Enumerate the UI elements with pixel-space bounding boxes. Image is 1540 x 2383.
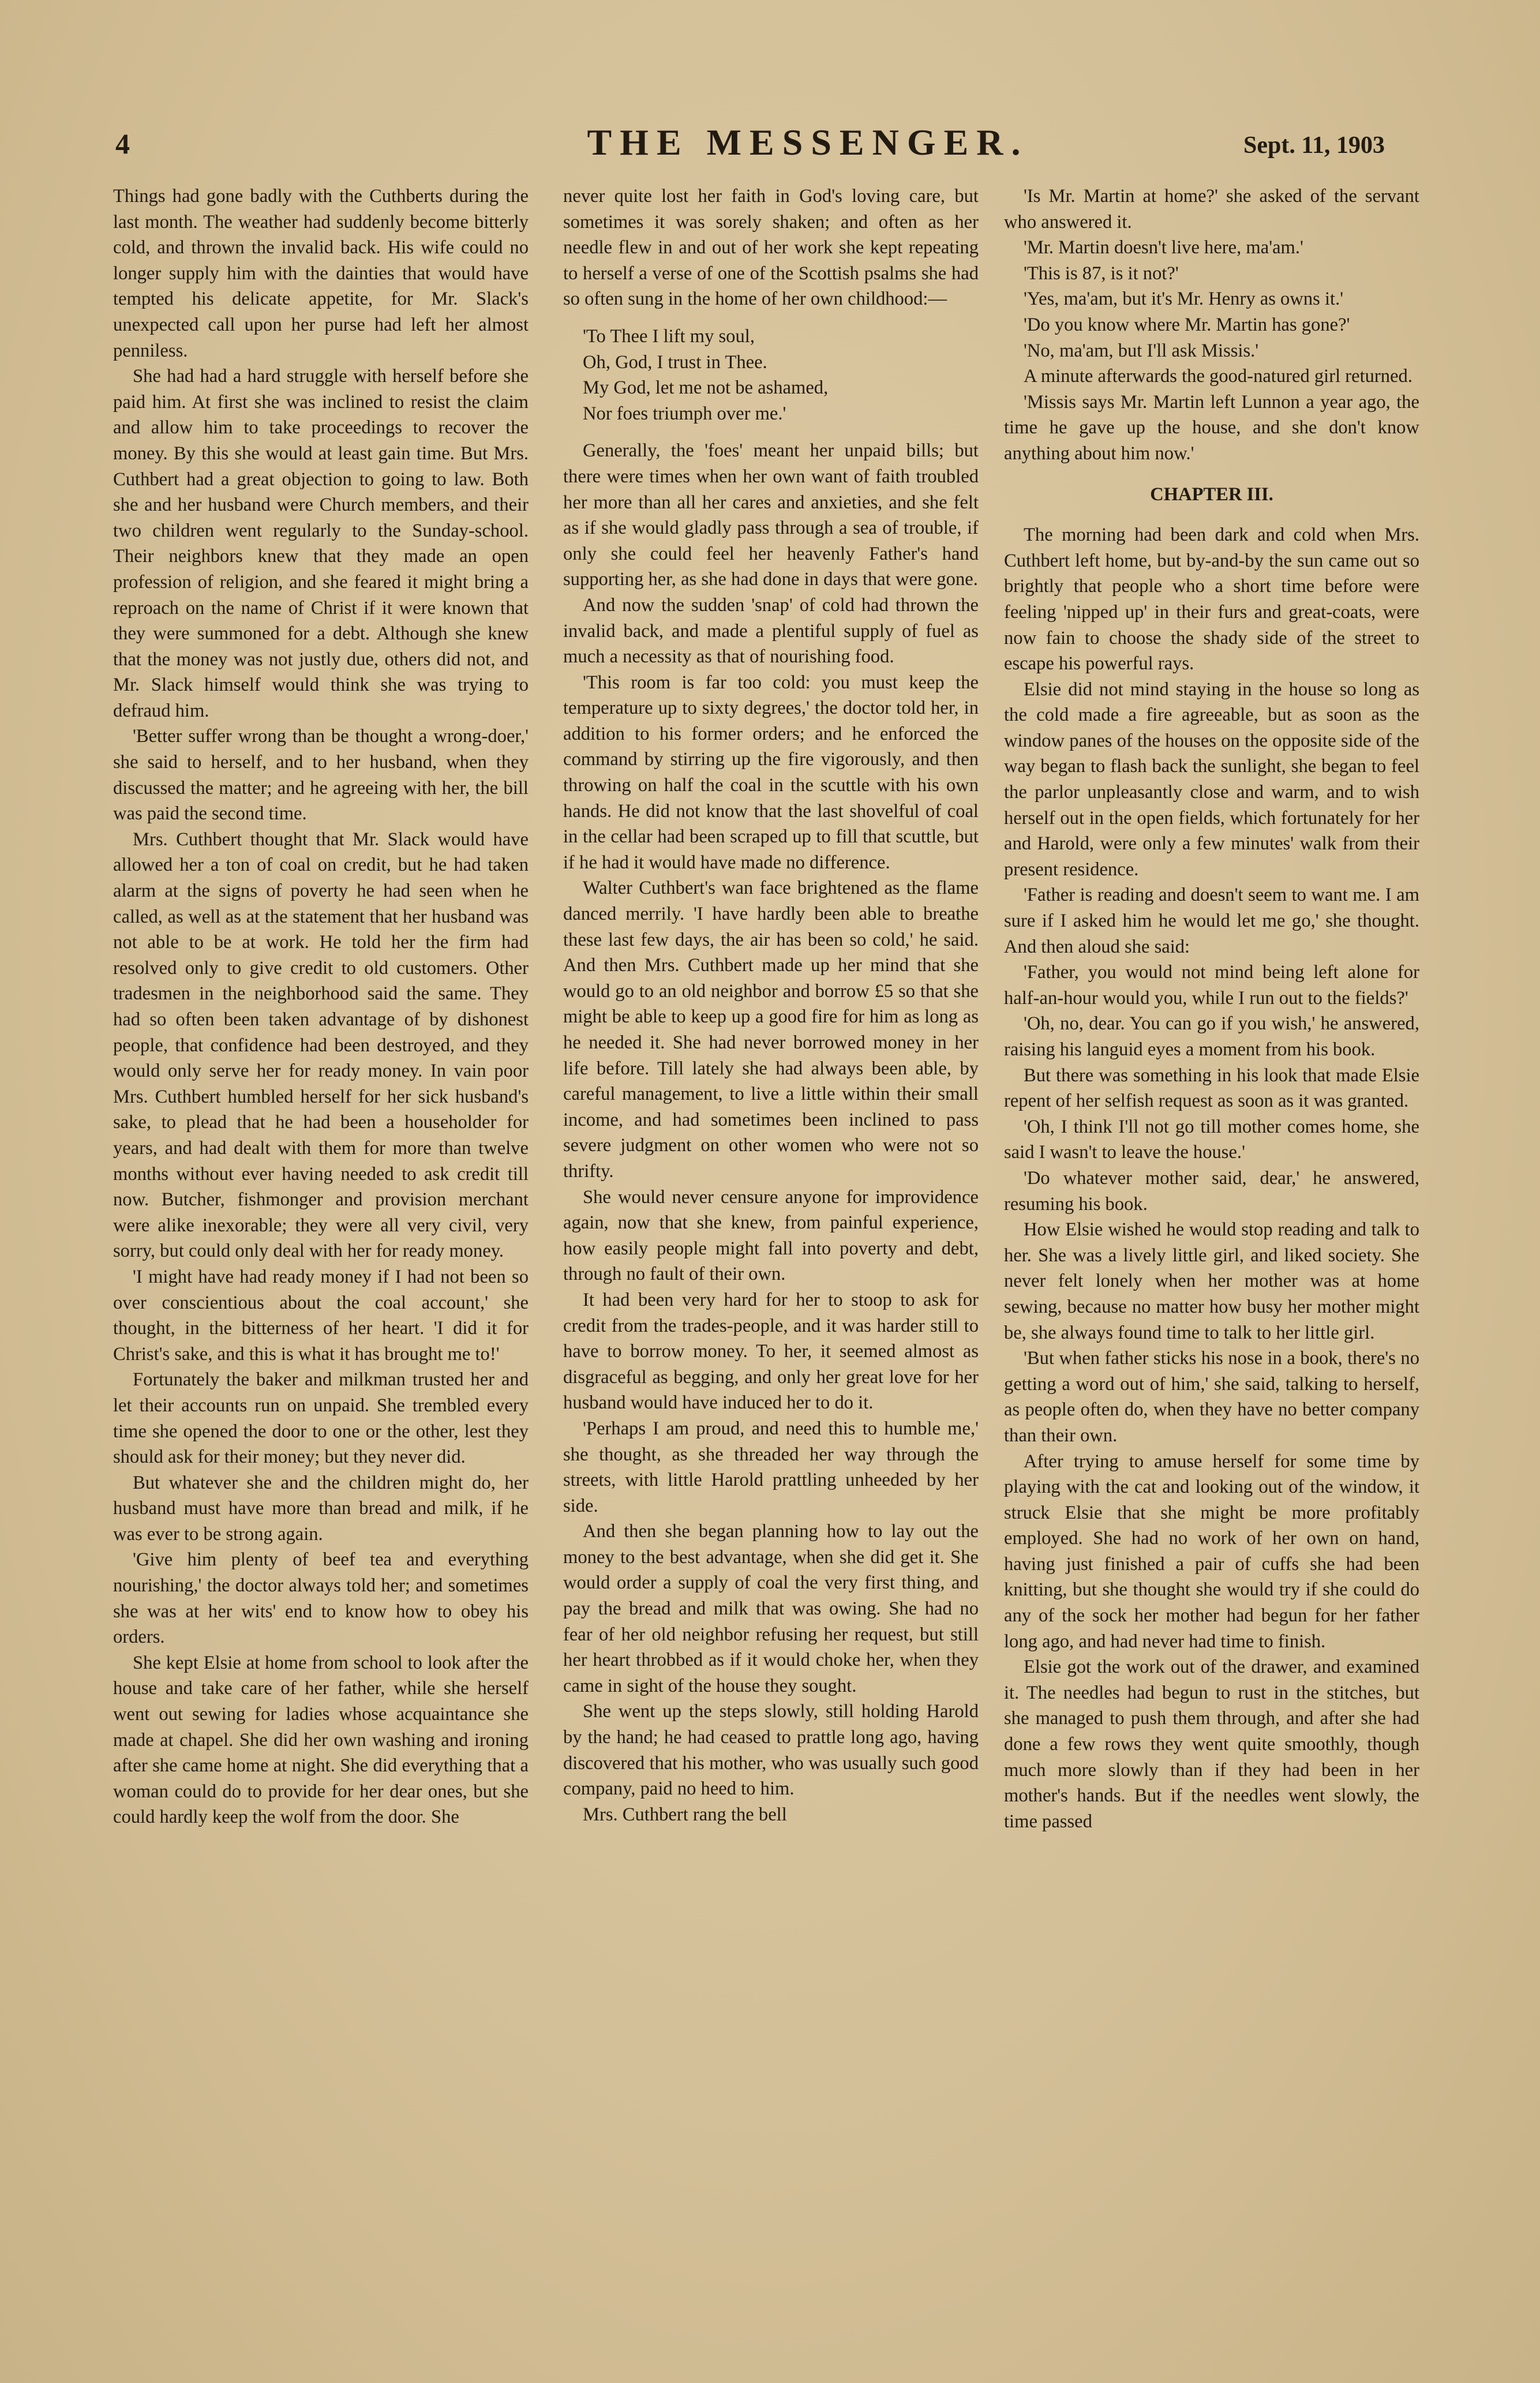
- paragraph: 'Oh, I think I'll not go till mother comes home, she said I wasn't to leave the house.': [1004, 1116, 1419, 1163]
- verse-line: Nor foes triumph over me.': [583, 403, 786, 424]
- paragraph: Mrs. Cuthbert thought that Mr. Slack would have allowed her a ton of coal on credit, but he had taken alarm at the signs of poverty he had seen when he called, as well as at the statement that her husband was not able to be at work. He told her the firm had resolved only to give credit to old customers. Other tradesmen in the neighborhood said the same. They had so often been taken advantage of by dishonest people, that confidence had been destroyed, and they would only serve her for ready money. In vain poor Mrs. Cuthbert humbled herself for her sick husband's sake, to plead that he had been a householder for years, and had dealt with them for more than twelve months without ever having needed to ask credit till now. Butcher, fishmonger and provision merchant were alike inexorable; they were all very civil, very sorry, but could only deal with her for ready money.: [113, 829, 529, 1262]
- paragraph: The morning had been dark and cold when Mrs. Cuthbert left home, but by-and-by the sun came out so brightly that people who a short time before were feeling 'nipped up' in their furs and great-coats, were now fain to choose the shady side of the street to escape his powerful rays.: [1004, 524, 1419, 675]
- paragraph: 'This room is far too cold: you must keep the temperature up to sixty degrees,' the doctor told her, in addition to his former orders; and he enforced the command by stirring up the fire vigorously, and then throwing on half the coal in the scuttle with his own hands. He did not know that the last shovelful of coal in the cellar had been scraped up to fill that scuttle, but if he had it would have made no difference.: [563, 672, 979, 873]
- paragraph: never quite lost her faith in God's loving care, but sometimes it was sorely shaken; and often as her needle flew in and out of her work she kept repeating to herself a verse of one of the Scottish psalms she had so often sung in the home of her own childhood:—: [563, 186, 979, 310]
- paragraph: And now the sudden 'snap' of cold had thrown the invalid back, and made a plentiful supply of fuel as much a necessity as that of nourishing food.: [563, 594, 979, 668]
- paragraph: 'Yes, ma'am, but it's Mr. Henry as owns it.': [1024, 288, 1344, 310]
- paragraph: 'Mr. Martin doesn't live here, ma'am.': [1024, 237, 1303, 258]
- issue-date: Sept. 11, 1903: [1243, 132, 1385, 159]
- paragraph: Elsie got the work out of the drawer, and examined it. The needles had begun to rust in the stitches, but she managed to push them through, and after she had done a few rows they went quite smoothly, though much more slowly than if they had been in her mother's hands. But if the needles went slowly, the time passed: [1004, 1657, 1419, 1832]
- verse-line: Oh, God, I trust in Thee.: [583, 351, 767, 373]
- paragraph: 'But when father sticks his nose in a book, there's no getting a word out of him,' she said, talking to herself, as people often do, when they have no better company than their own.: [1004, 1348, 1419, 1446]
- column-2: [563, 183, 979, 2272]
- verse-line: My God, let me not be ashamed,: [583, 377, 829, 399]
- paragraph: 'Do whatever mother said, dear,' he answered, resuming his book.: [1004, 1167, 1419, 1215]
- paragraph: 'Missis says Mr. Martin left Lunnon a year ago, the time he gave up the house, and she don't know anything about him now.': [1004, 391, 1419, 464]
- paragraph: 'Better suffer wrong than be thought a wrong-doer,' she said to herself, and to her husband, when they discussed the matter; and he agreeing with her, the bill was paid the second time.: [113, 726, 529, 825]
- psalm-verse: [583, 324, 979, 426]
- chapter-heading: CHAPTER III.: [1150, 484, 1273, 505]
- column-1: [113, 183, 529, 2272]
- paragraph: 'Perhaps I am proud, and need this to humble me,' she thought, as she threaded her way through the streets, with little Harold prattling unheeded by her side.: [563, 1418, 979, 1516]
- paragraph: Generally, the 'foes' meant her unpaid bills; but there were times when her own want of faith troubled her more than all her cares and anxieties, and she felt as if she would gladly pass through a sea of trouble, if only she could feel her heavenly Father's hand supporting her, as she had done in days that were gone.: [563, 440, 979, 590]
- paragraph: She went up the steps slowly, still holding Harold by the hand; he had ceased to prattle long ago, having discovered that his mother, who was usually such good company, paid no heed to him.: [563, 1701, 979, 1800]
- paragraph: Elsie did not mind staying in the house so long as the cold made a fire agreeable, but as soon as the window panes of the houses on the opposite side of the way began to flash back the sunlight, she began to feel the parlor unpleasantly close and warm, and to wish herself out in the open fields, which fortunately for her and Harold, were only a few minutes' walk from their present residence.: [1004, 679, 1419, 880]
- paragraph: Things had gone badly with the Cuthberts during the last month. The weather had suddenly become bitterly cold, and thrown the invalid back. His wife could no longer supply him with the dainties that would have tempted his delicate appetite, for Mr. Slack's unexpected call upon her purse had left her almost penniless.: [113, 186, 529, 361]
- paragraph: 'I might have had ready money if I had not been so over conscientious about the coal account,' she thought, in the bitterness of her heart. 'I did it for Christ's sake, and this is what it has brought me to!': [113, 1266, 529, 1365]
- paragraph: How Elsie wished he would stop reading and talk to her. She was a lively little girl, and liked society. She never felt lonely when her mother was at home sewing, because no matter how busy her mother might be, she always found time to talk to her little girl.: [1004, 1219, 1419, 1343]
- column-3: [1004, 183, 1419, 2272]
- paragraph: 'Oh, no, dear. You can go if you wish,' he answered, raising his languid eyes a moment from his book.: [1004, 1013, 1419, 1060]
- paragraph: 'Give him plenty of beef tea and everything nourishing,' the doctor always told her; and sometimes she was at her wits' end to know how to obey his orders.: [113, 1549, 529, 1648]
- paragraph: Walter Cuthbert's wan face brightened as the flame danced merrily. 'I have hardly been able to breathe these last few days, the air has been so cold,' he said. And then Mrs. Cuthbert made up her mind that she would go to an old neighbor and borrow £5 so that she might be able to keep up a good fire for him as long as he needed it. She had never borrowed money in her life before. Till lately she had always been able, by careful management, to live a little within their small income, and had sometimes been inclined to pass severe judgment on other women who were not so thrifty.: [563, 878, 979, 1182]
- paragraph: She kept Elsie at home from school to look after the house and take care of her father, while she herself went out sewing for ladies whose acquaintance she made at chapel. She did her own washing and ironing after she came home at night. She did everything that a woman could do to provide for her dear ones, but she could hardly keep the wolf from the door. She: [113, 1652, 529, 1828]
- paragraph: But whatever she and the children might do, her husband must have more than bread and milk, if he was ever to be strong again.: [113, 1472, 529, 1545]
- paragraph: 'Do you know where Mr. Martin has gone?': [1024, 314, 1350, 335]
- newspaper-title: THE MESSENGER.: [587, 122, 1029, 163]
- paragraph: After trying to amuse herself for some time by playing with the cat and looking out of the window, it struck Elsie that she might be more profitably employed. She had no work of her own on hand, having just finished a pair of cuffs she had been knitting, but she thought she would try if she could do any of the sock her mother had begun for her father long ago, and had never had time to finish.: [1004, 1451, 1419, 1652]
- paragraph: But there was something in his look that made Elsie repent of her selfish request as soon as it was granted.: [1004, 1065, 1419, 1112]
- paragraph: And then she began planning how to lay out the money to the best advantage, when she did get it. She would order a supply of coal the very first thing, and pay the bread and milk that was owing. She had no fear of her old neighbor refusing her request, but still her heart throbbed as if it would choke her, when they came in sight of the house they sought.: [563, 1521, 979, 1696]
- verse-line: 'To Thee I lift my soul,: [583, 325, 755, 347]
- paragraph: She had had a hard struggle with herself before she paid him. At first she was inclined to resist the claim and allow him to take proceedings to recover the money. By this she would at least gain time. But Mrs. Cuthbert had a great objection to going to law. Both she and her husband were Church members, and their two children went regularly to the Sunday-school. Their neighbors knew that they made an open profession of religion, and she feared it might bring a reproach on the name of Christ if it were known that they were summoned for a debt. Although she knew that the money was not justly due, others did not, and Mr. Slack himself would think she was trying to defraud him.: [113, 366, 529, 721]
- page-number: 4: [115, 128, 130, 160]
- paragraph: 'Father, you would not mind being left alone for half-an-hour would you, while I run out to the fields?': [1004, 962, 1419, 1009]
- paragraph: Mrs. Cuthbert rang the bell: [583, 1804, 787, 1825]
- paragraph: 'Is Mr. Martin at home?' she asked of the servant who answered it.: [1004, 186, 1419, 233]
- paragraph: It had been very hard for her to stoop to ask for credit from the trades-people, and it was harder still to have to borrow money. To her, it seemed almost as disgraceful as begging, and only her great love for her husband would have induced her to do it.: [563, 1289, 979, 1414]
- paragraph: A minute afterwards the good-natured girl returned.: [1024, 366, 1412, 387]
- paragraph: 'No, ma'am, but I'll ask Missis.': [1024, 340, 1259, 361]
- masthead: [115, 121, 1385, 173]
- paragraph: She would never censure anyone for improvidence again, now that she knew, from painful experience, how easily people might fall into poverty and debt, through no fault of their own.: [563, 1186, 979, 1285]
- paragraph: 'Father is reading and doesn't seem to want me. I am sure if I asked him he would let me go,' she thought. And then aloud she said:: [1004, 885, 1419, 957]
- paragraph: 'This is 87, is it not?': [1024, 263, 1179, 284]
- paragraph: Fortunately the baker and milkman trusted her and let their accounts run on unpaid. She trembled every time she opened the door to one or the other, lest they should ask for their money; but they never did.: [113, 1369, 529, 1468]
